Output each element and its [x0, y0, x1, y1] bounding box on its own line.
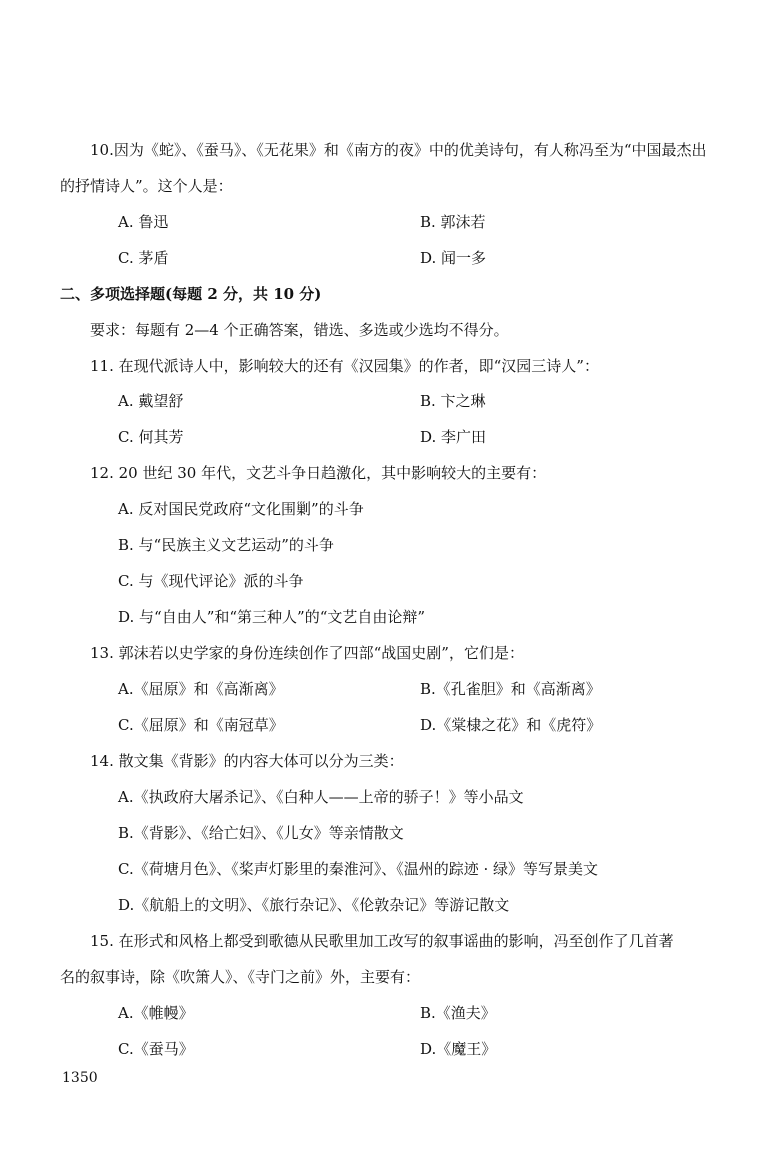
q15-stem-line-1: 15. 在形式和风格上都受到歌德从民歌里加工改写的叙事谣曲的影响，冯至创作了几首著 [90, 932, 674, 950]
q10-option-c: C. 茅盾 [118, 249, 169, 267]
q12-option-c: C. 与《现代评论》派的斗争 [118, 572, 304, 590]
q12-option-d: D. 与“自由人”和“第三种人”的“文艺自由论辩” [118, 608, 426, 626]
q11-option-c: C. 何其芳 [118, 428, 184, 446]
q10-option-d: D. 闻一多 [420, 249, 487, 267]
q13-option-a: A.《屈原》和《高渐离》 [118, 680, 284, 698]
q14-option-a: A.《执政府大屠杀记》、《白种人——上帝的骄子！》等小品文 [118, 788, 524, 806]
q10-option-a: A. 鲁迅 [118, 213, 169, 231]
q11-stem: 11. 在现代派诗人中，影响较大的还有《汉园集》的作者，即“汉园三诗人”： [90, 357, 599, 375]
q15-option-d: D.《魔王》 [420, 1040, 497, 1058]
q11-option-b: B. 卞之琳 [420, 392, 486, 410]
q13-option-c: C.《屈原》和《南冠草》 [118, 716, 284, 734]
q14-option-b: B.《背影》、《给亡妇》、《儿女》等亲情散文 [118, 824, 404, 842]
q13-option-d: D.《棠棣之花》和《虎符》 [420, 716, 602, 734]
q10-stem-line-2: 的抒情诗人”。这个人是： [60, 177, 233, 195]
q15-option-b: B.《渔夫》 [420, 1004, 496, 1022]
q15-option-a: A.《帷幔》 [118, 1004, 194, 1022]
q12-option-b: B. 与“民族主义文艺运动”的斗争 [118, 536, 334, 554]
q11-option-a: A. 戴望舒 [118, 392, 184, 410]
q12-stem: 12. 20 世纪 30 年代，文艺斗争日趋激化，其中影响较大的主要有： [90, 464, 547, 482]
section-requirement: 要求：每题有 2—4 个正确答案，错选、多选或少选均不得分。 [90, 321, 509, 339]
q14-stem: 14. 散文集《背影》的内容大体可以分为三类： [90, 752, 404, 770]
q14-option-d: D.《航船上的文明》、《旅行杂记》、《伦敦杂记》等游记散文 [118, 896, 510, 914]
q13-stem: 13. 郭沫若以史学家的身份连续创作了四部“战国史剧”，它们是： [90, 644, 524, 662]
page-number: 1350 [62, 1070, 98, 1086]
q10-stem-line-1: 10.因为《蛇》、《蚕马》、《无花果》和《南方的夜》中的优美诗句，有人称冯至为“中国最杰出 [90, 141, 707, 159]
q12-option-a: A. 反对国民党政府“文化围剿”的斗争 [118, 500, 364, 518]
q10-option-b: B. 郭沫若 [420, 213, 486, 231]
q15-option-c: C.《蚕马》 [118, 1040, 194, 1058]
section-title: 二、多项选择题(每题 2 分，共 10 分) [60, 285, 322, 303]
q14-option-c: C.《荷塘月色》、《桨声灯影里的秦淮河》、《温州的踪迹 · 绿》等写景美文 [118, 860, 599, 878]
q15-stem-line-2: 名的叙事诗，除《吹箫人》、《寺门之前》外，主要有： [60, 968, 421, 986]
q13-option-b: B.《孔雀胆》和《高渐离》 [420, 680, 601, 698]
q11-option-d: D. 李广田 [420, 428, 487, 446]
